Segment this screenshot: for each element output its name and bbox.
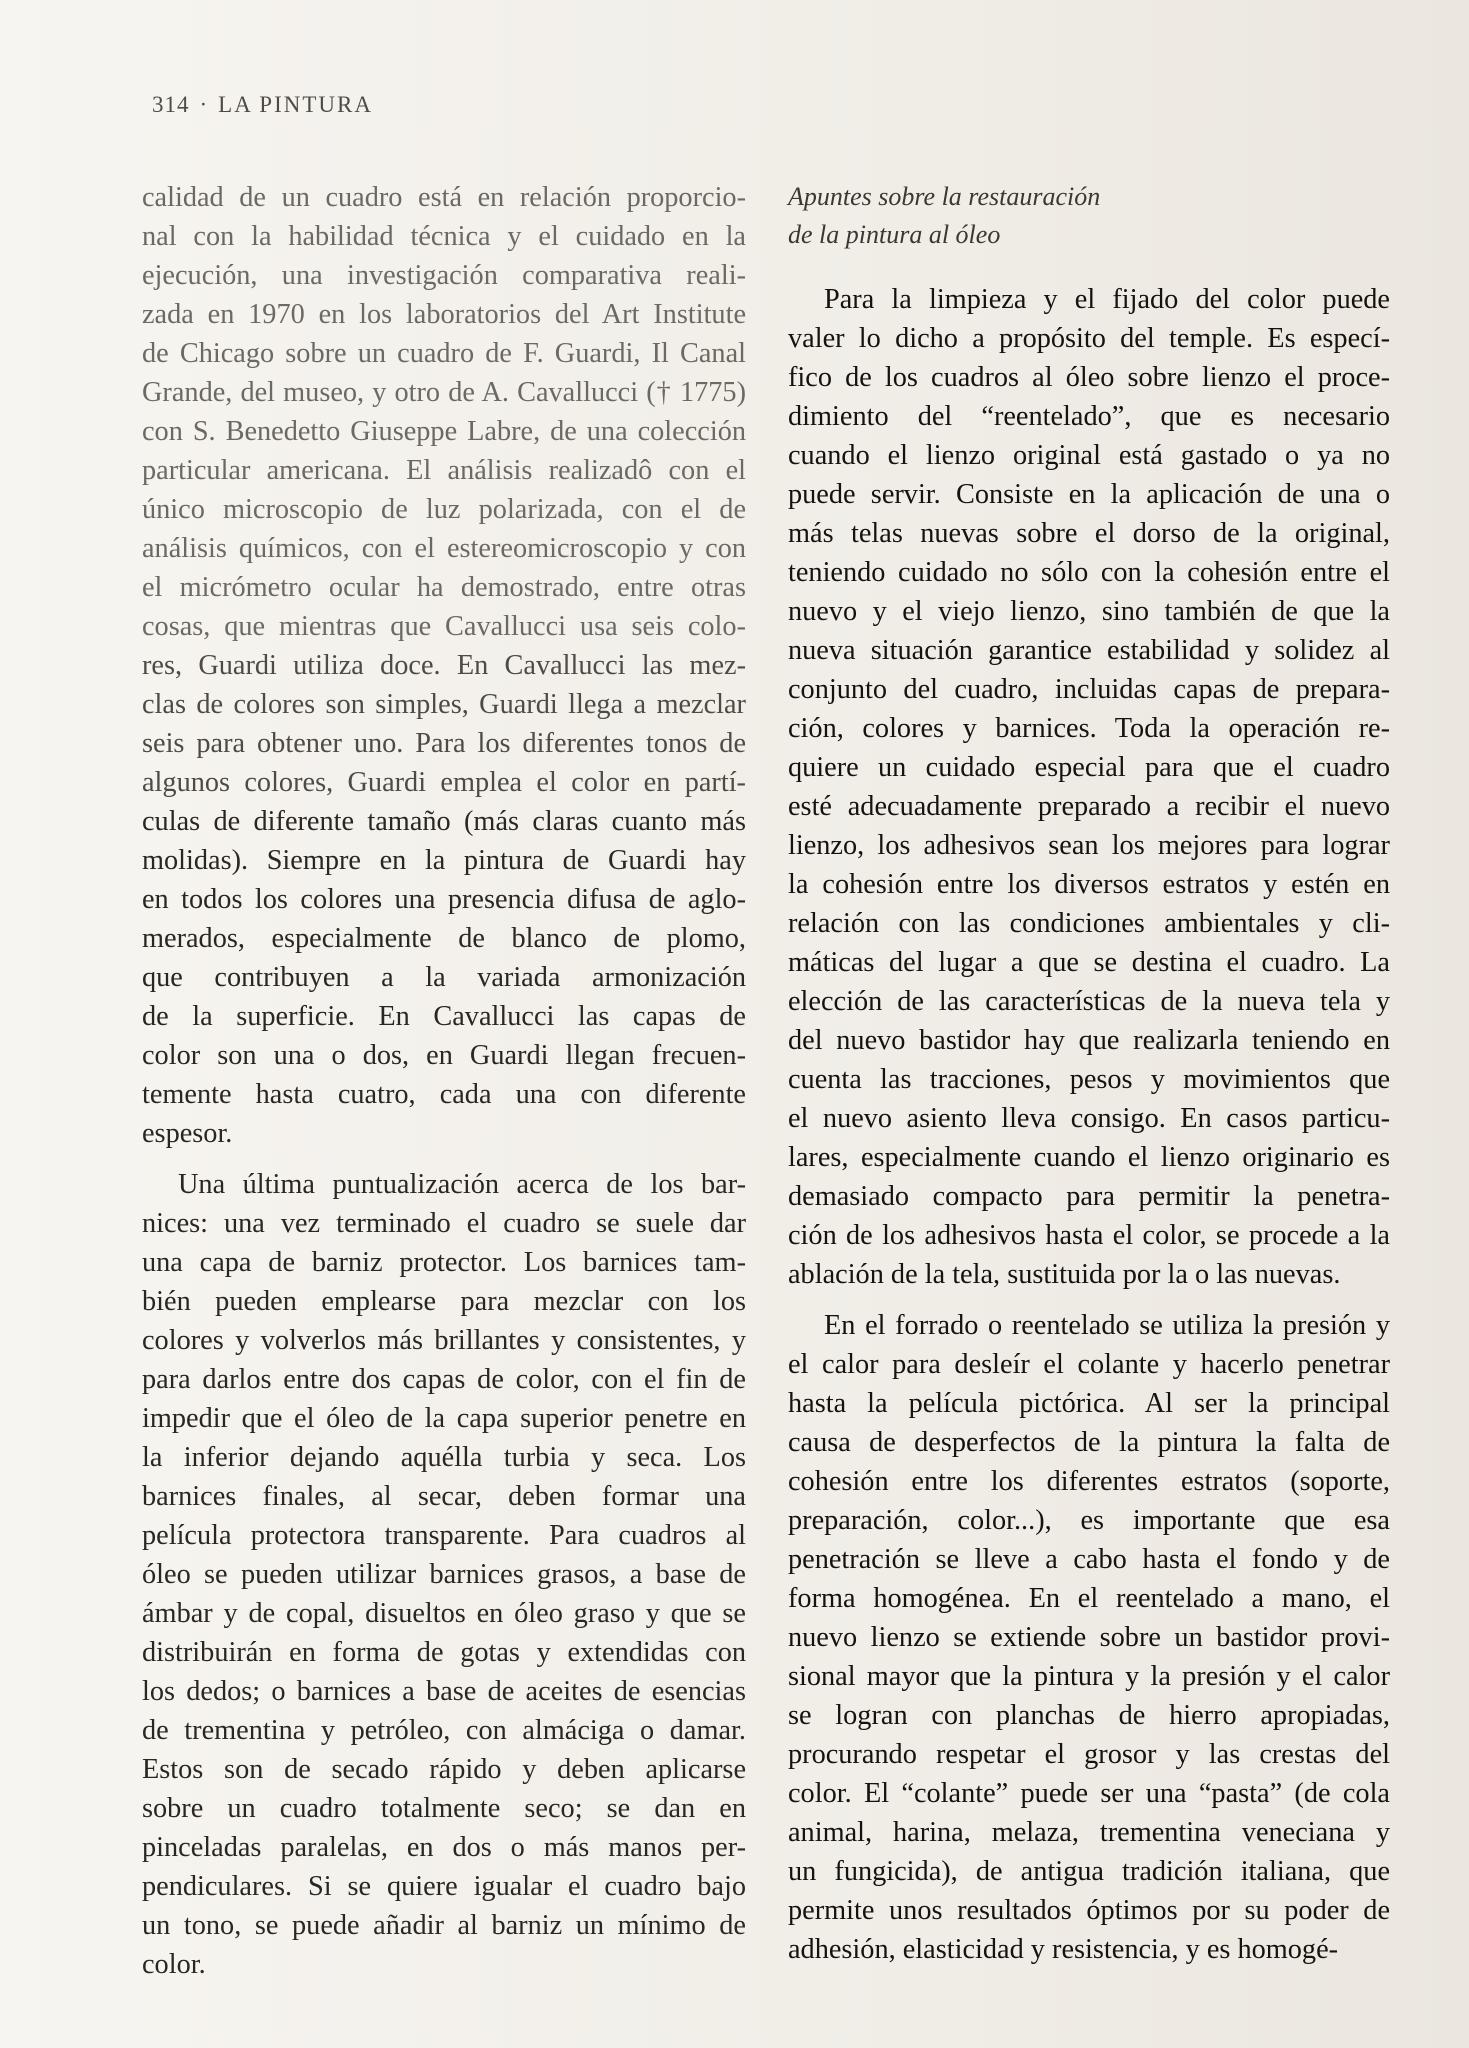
text-line: fico de los cuadros al óleo sobre lienzo el proce- bbox=[788, 362, 1390, 393]
text-line: En el forrado o reentelado se utiliza la presión y bbox=[824, 1310, 1390, 1341]
text-line: demasiado compacto para permitir la penetra- bbox=[788, 1181, 1390, 1212]
text-line: pendiculares. Si se quiere igualar el cuadro bajo bbox=[142, 1871, 746, 1902]
text-line: merados, especialmente de blanco de plomo, bbox=[142, 923, 746, 954]
text-line: dimiento del “reentelado”, que es necesario bbox=[788, 401, 1390, 432]
right-column-body bbox=[788, 280, 1390, 1969]
text-line: nuevo y el viejo lienzo, sino también de que la bbox=[788, 596, 1390, 627]
text-line: cosas, que mientras que Cavallucci usa seis colo- bbox=[142, 611, 746, 642]
text-line: película protectora transparente. Para cuadros al bbox=[142, 1520, 746, 1551]
text-line: adhesión, elasticidad y resistencia, y es homogé- bbox=[788, 1934, 1339, 1965]
text-line: más telas nuevas sobre el dorso de la original, bbox=[788, 518, 1390, 549]
text-line: único microscopio de luz polarizada, con el de bbox=[142, 494, 746, 525]
text-line: el micrómetro ocular ha demostrado, entre otras bbox=[142, 572, 746, 603]
text-line: la cohesión entre los diversos estratos y estén en bbox=[788, 869, 1390, 900]
text-line: colores y volverlos más brillantes y consistentes, y bbox=[142, 1325, 746, 1356]
paragraph bbox=[788, 1306, 1390, 1969]
header-separator: · bbox=[199, 92, 209, 117]
text-line: color. bbox=[142, 1949, 206, 1980]
text-line: color. El “colante” puede ser una “pasta” (de cola bbox=[788, 1778, 1390, 1809]
text-line: el nuevo asiento lleva consigo. En casos particu- bbox=[788, 1103, 1390, 1134]
text-line: zada en 1970 en los laboratorios del Art Institute bbox=[142, 299, 746, 330]
text-line: seis para obtener uno. Para los diferentes tonos de bbox=[142, 728, 746, 759]
text-line: clas de colores son simples, Guardi llega a mezclar bbox=[142, 689, 746, 720]
text-line: quiere un cuidado especial para que el cuadro bbox=[788, 752, 1390, 783]
text-line: ción de los adhesivos hasta el color, se procede a la bbox=[788, 1220, 1390, 1251]
text-line: un tono, se puede añadir al barniz un mínimo de bbox=[142, 1910, 746, 1941]
text-line: del nuevo bastidor hay que realizarla teniendo en bbox=[788, 1025, 1390, 1056]
text-line: óleo se pueden utilizar barnices grasos, a base de bbox=[142, 1559, 746, 1590]
text-line: sobre un cuadro totalmente seco; se dan en bbox=[142, 1793, 746, 1824]
text-line: Estos son de secado rápido y deben aplicarse bbox=[142, 1754, 746, 1785]
text-line: se logran con planchas de hierro apropiadas, bbox=[788, 1700, 1390, 1731]
text-line: el calor para desleír el colante y hacerlo penetrar bbox=[788, 1349, 1390, 1380]
text-line: forma homogénea. En el reentelado a mano, el bbox=[788, 1583, 1390, 1614]
text-line: bién pueden emplearse para mezclar con los bbox=[142, 1286, 746, 1317]
text-line: preparación, color...), es importante que esa bbox=[788, 1505, 1390, 1536]
text-line: en todos los colores una presencia difusa de aglo- bbox=[142, 884, 746, 915]
text-line: Para la limpieza y el fijado del color puede bbox=[824, 284, 1390, 315]
text-line: color son una o dos, en Guardi llegan frecuen- bbox=[142, 1040, 746, 1071]
text-line: Grande, del museo, y otro de A. Cavallucci († 1775) bbox=[142, 377, 746, 408]
text-line: Una última puntualización acerca de los bar- bbox=[178, 1169, 746, 1200]
section-heading bbox=[788, 178, 1390, 254]
heading-line: de la pintura al óleo bbox=[788, 220, 1001, 249]
text-line: ción, colores y barnices. Toda la operación re- bbox=[788, 713, 1390, 744]
text-line: análisis químicos, con el estereomicroscopio y con bbox=[142, 533, 746, 564]
text-line: res, Guardi utiliza doce. En Cavallucci las mez- bbox=[142, 650, 746, 681]
text-line: conjunto del cuadro, incluidas capas de prepara- bbox=[788, 674, 1390, 705]
running-head bbox=[152, 92, 373, 118]
text-line: calidad de un cuadro está en relación proporcio- bbox=[142, 182, 746, 213]
text-line: penetración se lleve a cabo hasta el fondo y de bbox=[788, 1544, 1390, 1575]
text-line: la inferior dejando aquélla turbia y seca. Los bbox=[142, 1442, 746, 1473]
page-number: 314 bbox=[152, 92, 190, 117]
text-line: particular americana. El análisis realizadô con el bbox=[142, 455, 746, 486]
text-line: distribuirán en forma de gotas y extendidas con bbox=[142, 1637, 746, 1668]
text-line: procurando respetar el grosor y las crestas del bbox=[788, 1739, 1390, 1770]
text-line: ámbar y de copal, disueltos en óleo graso y que se bbox=[142, 1598, 746, 1629]
right-text-column bbox=[788, 178, 1390, 1969]
paragraph bbox=[142, 178, 746, 1153]
text-line: elección de las características de la nueva tela y bbox=[788, 986, 1390, 1017]
text-line: barnices finales, al secar, deben formar una bbox=[142, 1481, 746, 1512]
text-line: lares, especialmente cuando el lienzo originario es bbox=[788, 1142, 1390, 1173]
text-line: de Chicago sobre un cuadro de F. Guardi, Il Canal bbox=[142, 338, 746, 369]
text-line: que contribuyen a la variada armonización bbox=[142, 962, 746, 993]
text-line: ejecución, una investigación comparativa reali- bbox=[142, 260, 746, 291]
text-line: nueva situación garantice estabilidad y solidez al bbox=[788, 635, 1390, 666]
text-line: valer lo dicho a propósito del temple. Es especí- bbox=[788, 323, 1390, 354]
text-line: cuando el lienzo original está gastado o ya no bbox=[788, 440, 1390, 471]
text-line: teniendo cuidado no sólo con la cohesión entre el bbox=[788, 557, 1390, 588]
left-text-column bbox=[142, 178, 746, 1984]
text-line: puede servir. Consiste en la aplicación de una o bbox=[788, 479, 1390, 510]
section-title: LA PINTURA bbox=[218, 92, 373, 117]
text-line: nal con la habilidad técnica y el cuidado en la bbox=[142, 221, 746, 252]
text-line: con S. Benedetto Giuseppe Labre, de una colección bbox=[142, 416, 746, 447]
text-line: lienzo, los adhesivos sean los mejores para lograr bbox=[788, 830, 1390, 861]
text-line: cohesión entre los diferentes estratos (soporte, bbox=[788, 1466, 1390, 1497]
text-line: culas de diferente tamaño (más claras cuanto más bbox=[142, 806, 746, 837]
text-line: permite unos resultados óptimos por su poder de bbox=[788, 1895, 1390, 1926]
text-line: impedir que el óleo de la capa superior penetre en bbox=[142, 1403, 746, 1434]
text-line: temente hasta cuatro, cada una con diferente bbox=[142, 1079, 746, 1110]
text-line: causa de desperfectos de la pintura la falta de bbox=[788, 1427, 1390, 1458]
text-line: cuenta las tracciones, pesos y movimientos que bbox=[788, 1064, 1390, 1095]
text-line: animal, harina, melaza, trementina veneciana y bbox=[788, 1817, 1390, 1848]
text-line: esté adecuadamente preparado a recibir el nuevo bbox=[788, 791, 1390, 822]
text-line: relación con las condiciones ambientales y cli- bbox=[788, 908, 1390, 939]
text-line: hasta la película pictórica. Al ser la principal bbox=[788, 1388, 1390, 1419]
text-line: molidas). Siempre en la pintura de Guardi hay bbox=[142, 845, 746, 876]
text-line: nuevo lienzo se extiende sobre un bastidor provi- bbox=[788, 1622, 1390, 1653]
text-line: ablación de la tela, sustituida por la o las nuevas. bbox=[788, 1259, 1341, 1290]
text-line: una capa de barniz protector. Los barnices tam- bbox=[142, 1247, 746, 1278]
text-line: de la superficie. En Cavallucci las capas de bbox=[142, 1001, 746, 1032]
text-line: espesor. bbox=[142, 1118, 233, 1149]
heading-line: Apuntes sobre la restauración bbox=[788, 182, 1101, 211]
text-line: sional mayor que la pintura y la presión y el calor bbox=[788, 1661, 1390, 1692]
text-line: un fungicida), de antigua tradición italiana, que bbox=[788, 1856, 1390, 1887]
paragraph bbox=[788, 280, 1390, 1294]
text-line: pinceladas paralelas, en dos o más manos per- bbox=[142, 1832, 746, 1863]
text-line: nices: una vez terminado el cuadro se suele dar bbox=[142, 1208, 746, 1239]
text-line: de trementina y petróleo, con almáciga o damar. bbox=[142, 1715, 746, 1746]
text-line: algunos colores, Guardi emplea el color en partí- bbox=[142, 767, 746, 798]
text-line: los dedos; o barnices a base de aceites de esencias bbox=[142, 1676, 746, 1707]
text-line: máticas del lugar a que se destina el cuadro. La bbox=[788, 947, 1390, 978]
paragraph bbox=[142, 1165, 746, 1984]
text-line: para darlos entre dos capas de color, con el fin de bbox=[142, 1364, 746, 1395]
